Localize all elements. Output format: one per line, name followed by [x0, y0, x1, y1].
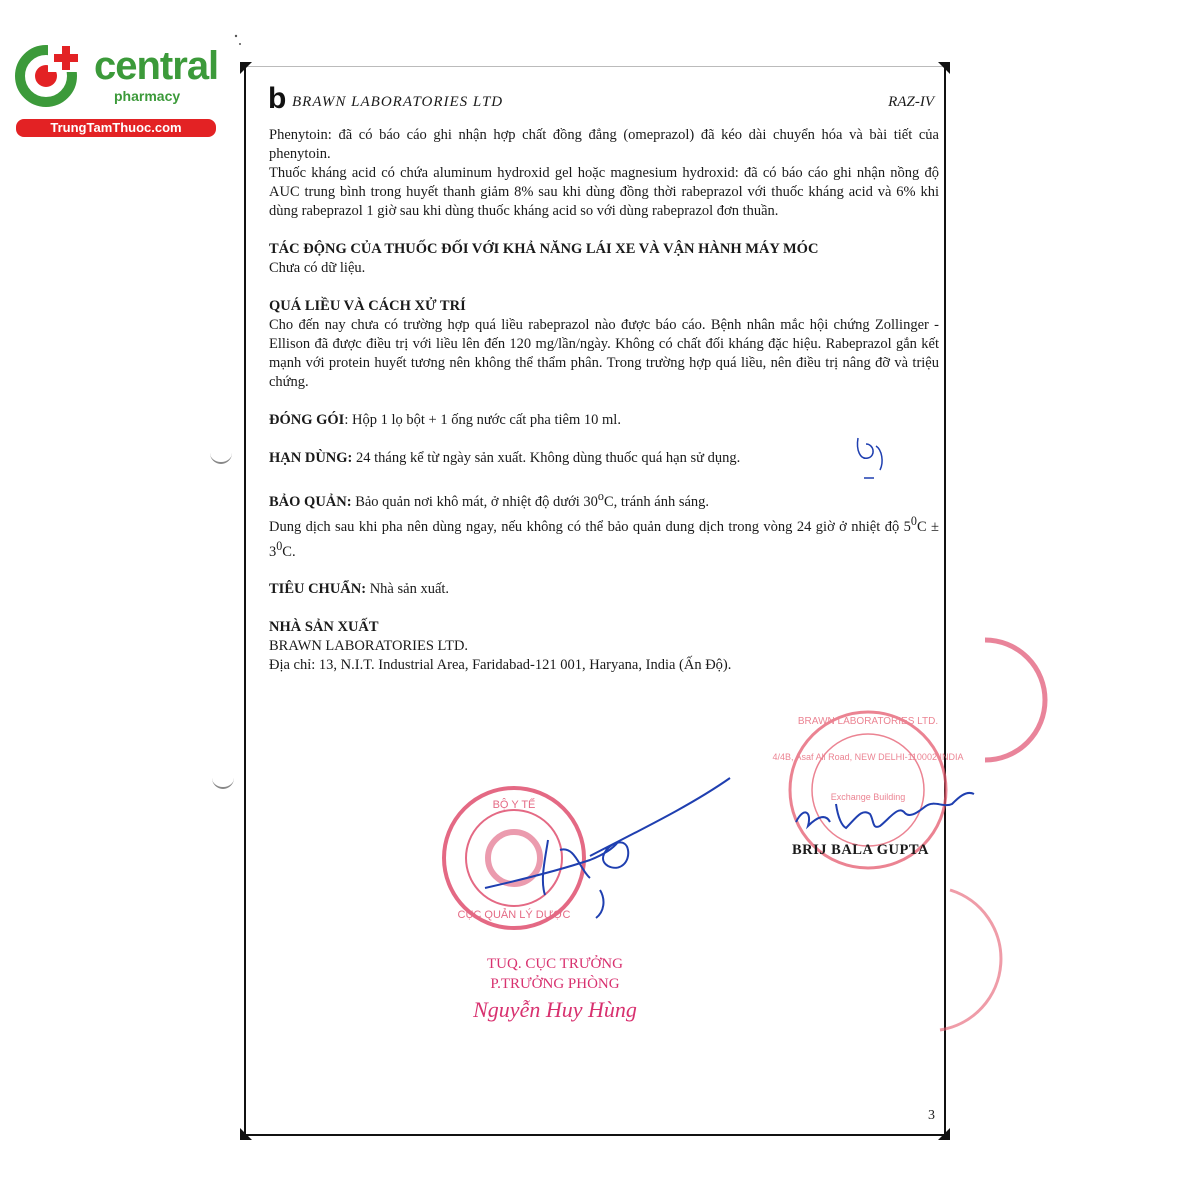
- section-heading-overdose: QUÁ LIỀU VÀ CÁCH XỬ TRÍ: [269, 298, 466, 314]
- storage-solution-text: Dung dịch sau khi pha nên dùng ngay, nếu không có thể bảo quản dung dịch trong vòng 24 giờ ở nhiệt độ 5: [269, 518, 911, 535]
- storage-label: BẢO QUẢN:: [269, 493, 352, 510]
- pharmacy-logo: [8, 36, 218, 136]
- logo-subtitle: pharmacy: [114, 88, 181, 104]
- company-logo-mark: b: [268, 82, 287, 115]
- corner-mark-icon: [938, 62, 950, 74]
- binder-hole: [212, 775, 234, 789]
- approval-caption: [440, 954, 670, 1026]
- storage-solution-line: [269, 512, 939, 562]
- section-heading-driving: TÁC ĐỘNG CỦA THUỐC ĐỐI VỚI KHẢ NĂNG LÁI XE VÀ VẬN HÀNH MÁY MÓC: [269, 241, 819, 257]
- standard-text: Nhà sản xuất.: [366, 581, 450, 598]
- driving-text: Chưa có dữ liệu.: [269, 260, 366, 276]
- degree-sup: 0: [276, 538, 283, 553]
- corner-mark-icon: [938, 1128, 950, 1140]
- manufacturer-name: BRAWN LABORATORIES LTD.: [269, 638, 469, 655]
- document-header: [268, 84, 940, 114]
- corner-mark-icon: [240, 1128, 252, 1140]
- approval-official-name: Nguyễn Huy Hùng: [473, 997, 637, 1022]
- signatory-name: BRIJ BALA GUPTA: [792, 842, 929, 858]
- packaging-label: ĐÓNG GÓI: [269, 412, 345, 428]
- expiry-label: HẠN DÙNG:: [269, 450, 353, 466]
- expiry-text: 24 tháng kể từ ngày sản xuất. Không dùng thuốc quá hạn sử dụng.: [352, 450, 741, 466]
- degree-sup: o: [597, 489, 604, 503]
- logo-url: TrungTamThuoc.com: [16, 119, 216, 137]
- binder-hole: [210, 450, 232, 464]
- page-number: 3: [928, 1108, 935, 1123]
- approval-role: P.TRƯỞNG PHÒNG: [490, 976, 620, 992]
- document-code: RAZ-IV: [888, 94, 934, 110]
- degree-sup: 0: [910, 513, 917, 528]
- ministry-stamp-top: BỘ Y TẾ: [492, 799, 536, 811]
- pharmacy-cross-icon: [8, 36, 92, 112]
- interaction-phenytoin: Phenytoin: đã có báo cáo ghi nhận hợp chất đồng đẳng (omeprazol) đã kéo dài chuyển hóa và bài tiết của phenytoin.: [269, 127, 939, 162]
- company-stamp-ring: BRAWN LABORATORIES LTD.: [797, 716, 939, 727]
- interaction-antacid: Thuốc kháng acid có chứa aluminum hydroxid gel hoặc magnesium hydroxid: đã có báo cáo ghi nhận nồng độ AUC trung bình trong huyết thanh giảm 8% sau khi dùng đồng thời rabeprazol với thuốc kháng acid và 6% khi dùng rabeprazol 1 giờ sau khi dùng thuốc kháng acid so với dùng rabeprazol đơn thuần.: [269, 165, 939, 219]
- section-heading-manufacturer: NHÀ SẢN XUẤT: [269, 619, 379, 636]
- overdose-text: Cho đến nay chưa có trường hợp quá liều rabeprazol nào được báo cáo. Bệnh nhân mắc hội chứng Zollinger - Ellison đã được điều trị với liều lên đến 120 mg/lần/ngày. Không có chất đối kháng đặc hiệu. Rabeprazol gắn kết mạnh với protein huyết tương nên không thể thẩm phân. Trong trường hợp quá liều, nên điều trị nâng đỡ và triệu chứng.: [269, 317, 939, 390]
- packaging-text: : Hộp 1 lọ bột + 1 ống nước cất pha tiêm 10 ml.: [344, 412, 621, 428]
- storage-text: Bảo quản nơi khô mát, ở nhiệt độ dưới 30: [351, 493, 598, 510]
- corner-mark-icon: [240, 62, 252, 74]
- storage-solution-text: C.: [282, 543, 296, 560]
- company-stamp-address: 4/4B, Asaf Ali Road, NEW DELHI-110002 INDIA: [772, 752, 964, 762]
- partial-stamp: [985, 640, 1045, 760]
- expiry-line: [269, 449, 939, 468]
- storage-line: [269, 487, 939, 512]
- standard-line: [269, 580, 939, 599]
- ministry-stamp-bottom: CỤC QUẢN LÝ DƯỢC: [457, 909, 571, 921]
- company-stamp-inner: Exchange Building: [830, 792, 906, 802]
- partial-stamp: [940, 890, 1001, 1030]
- document-body: [269, 126, 939, 675]
- standard-label: TIÊU CHUẨN:: [269, 581, 367, 598]
- logo-brand: central: [94, 44, 219, 88]
- company-name: BRAWN LABORATORIES LTD: [292, 94, 504, 110]
- manufacturer-address: Địa chỉ: 13, N.I.T. Industrial Area, Faridabad-121 001, Haryana, India (Ấn Độ).: [269, 657, 732, 674]
- packaging-line: [269, 411, 939, 430]
- approval-title: TUQ. CỤC TRƯỞNG: [487, 956, 623, 972]
- storage-solution-text: C ± 3: [269, 518, 939, 560]
- storage-text-end: C, tránh ánh sáng.: [603, 493, 710, 510]
